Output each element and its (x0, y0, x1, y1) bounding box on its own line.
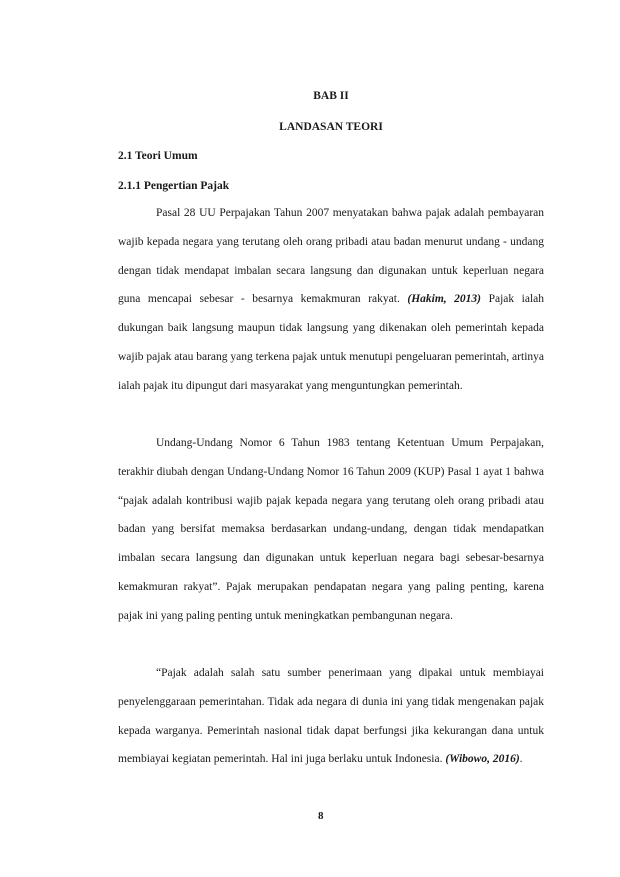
chapter-title: LANDASAN TEORI (279, 121, 383, 133)
paragraph-1-text-before: Pasal 28 UU Perpajakan Tahun 2007 menyatakan bahwa pajak adalah pembayaran wajib kepada negara yang terutang oleh orang pribadi atau badan menurut undang - undang dengan tidak mendapat imbalan secara langsung dan digunakan untuk keperluan negara guna mencapai sebesar - besarnya kemakmuran rakyat. (118, 207, 544, 306)
paragraph-2: Undang-Undang Nomor 6 Tahun 1983 tentang Ketentuan Umum Perpajakan, terakhir diubah dengan Undang-Undang Nomor 16 Tahun 2009 (KUP) Pasal 1 ayat 1 bahwa “pajak adalah kontribusi wajib pajak kepada negara yang terutang oleh orang pribadi atau badan yang bersifat memaksa berdasarkan undang-undang, dengan tidak mendapatkan imbalan secara langsung dan digunakan untuk keperluan negara bagi sebesar-besarnya kemakmuran rakyat”. Pajak merupakan pendapatan negara yang paling penting, karena pajak ini yang paling penting untuk meningkatkan pembangunan negara. (118, 437, 544, 622)
paragraph-1 (118, 199, 544, 401)
citation-wibowo: (Wibowo, 2016) (445, 753, 520, 766)
chapter-label: BAB II (313, 90, 349, 102)
subsection-heading: 2.1.1 Pengertian Pajak (118, 180, 230, 192)
paragraph-3 (118, 659, 544, 774)
citation-hakim: (Hakim, 2013) (407, 293, 482, 306)
section-heading: 2.1 Teori Umum (118, 150, 198, 162)
page-number: 8 (318, 810, 324, 822)
paragraph-3-text-after: . (519, 753, 523, 766)
paragraph-3-text-before: “Pajak adalah salah satu sumber penerimaan yang dipakai untuk membiayai penyelenggaraan pemerintahan. Tidak ada negara di dunia ini yang tidak mengenakan pajak kepada warganya. Pemerintah nasional tidak dapat berfungsi jika kekurangan dana untuk membiayai kegiatan pemerintah. Hal ini juga berlaku untuk Indonesia. (118, 667, 544, 766)
paragraph-1-text-after: Pajak ialah dukungan baik langsung maupun tidak langsung yang dikenakan oleh pemerintah kepada wajib pajak atau barang yang terkena pajak untuk menutupi pengeluaran pemerintah, artinya ialah pajak itu dipungut dari masyarakat yang menguntungkan pemerintah. (118, 293, 545, 392)
